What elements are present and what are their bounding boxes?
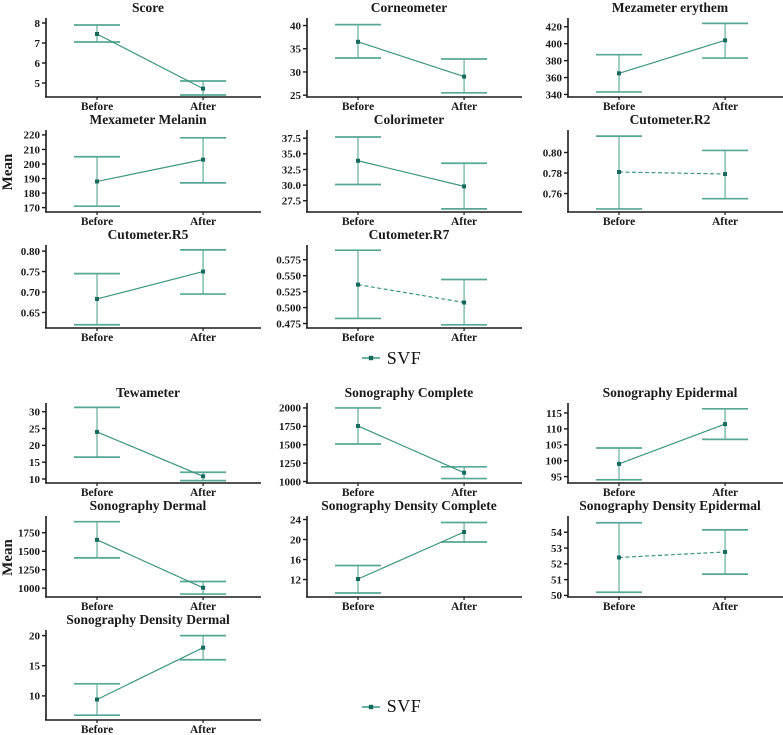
y-tick-label: 0.80 [20,245,40,258]
x-tick-label: Before [341,487,375,498]
x-tick-label: After [450,487,478,498]
y-tick-label: 7 [34,37,40,50]
y-tick-label: 0.500 [276,302,301,315]
x-tick-label: Before [80,487,114,498]
panel-title: Score [132,0,164,15]
panel-title: Sonography Dermal [89,498,207,513]
data-point [95,297,99,301]
data-point [617,170,621,174]
panel-title: Sonography Complete [344,385,474,400]
chart-panel [522,498,783,612]
empty-cell [522,612,783,735]
y-tick-label: 95 [551,471,562,484]
panel-svg [261,385,522,498]
trend-line [358,426,464,473]
data-point [462,530,466,534]
y-tick-label: 37.5 [281,133,301,146]
panel-svg [0,498,261,612]
y-axis-label: Mean [0,539,16,576]
data-point [356,159,360,163]
x-tick-label: Before [341,216,375,227]
panel-svg [522,385,783,498]
panel-svg [261,112,522,227]
data-point [462,471,466,475]
panel-svg [522,498,783,612]
chart-panel [261,385,522,498]
y-tick-label: 50 [551,590,562,603]
panel-title: Tewameter [116,385,180,400]
y-tick-label: 32.5 [281,164,301,177]
y-tick-label: 1250 [18,564,40,577]
x-tick-label: Before [80,724,114,735]
chart-panel [0,0,261,112]
y-tick-label: 0.550 [276,270,301,283]
chart-panel [261,0,522,112]
y-tick-label: 1500 [279,439,301,452]
y-tick-label: 100 [545,455,562,468]
trend-line [358,532,464,579]
legend-bottom [261,612,522,735]
x-tick-label: Before [80,601,114,612]
y-tick-label: 1500 [18,546,40,559]
bottom-panel-grid [0,385,783,735]
chart-panel [522,112,783,227]
trend-line [619,172,725,174]
panel-title: Corneometer [370,0,448,15]
panel-title: Sonography Density Epidermal [579,498,761,513]
data-point [95,538,99,542]
data-point [462,300,466,304]
y-tick-label: 0.80 [542,147,562,160]
y-tick-label: 400 [545,38,562,51]
panel-title: Mezameter erythem [611,0,729,15]
y-tick-label: 30.0 [281,179,301,192]
chart-panel [522,0,783,112]
y-tick-label: 10 [29,690,40,703]
trend-line [97,540,203,588]
x-tick-label: After [189,101,217,112]
legend-top [0,343,783,373]
empty-cell [522,227,783,343]
panel-title: Cutometer.R5 [107,227,189,242]
legend-item [362,696,422,717]
x-tick-label: Before [80,101,114,112]
legend-marker-icon [362,701,380,713]
panel-title: Sonography Epidermal [602,385,738,400]
data-point [617,71,621,75]
data-point [356,40,360,44]
y-tick-label: 0.76 [542,188,562,201]
chart-panel [261,112,522,227]
data-point [356,577,360,581]
y-tick-label: 54 [551,527,562,540]
data-point [201,158,205,162]
x-tick-label: After [711,101,739,112]
y-tick-label: 170 [23,202,40,215]
x-tick-label: After [450,332,478,343]
data-point [95,430,99,434]
panel-svg [0,385,261,498]
data-point [723,550,727,554]
x-tick-label: Before [602,487,636,498]
x-tick-label: Before [80,216,114,227]
panel-title: Sonography Density Dermal [66,612,230,627]
y-tick-label: 6 [34,57,40,70]
data-point [201,586,205,590]
x-tick-label: After [450,601,478,612]
x-tick-label: After [450,216,478,227]
y-tick-label: 0.70 [20,286,40,299]
panel-title: Colorimeter [373,112,445,127]
y-tick-label: 0.75 [20,266,40,279]
data-point [95,179,99,183]
data-point [201,646,205,650]
y-tick-label: 25 [290,89,301,102]
y-tick-label: 16 [290,554,301,567]
y-tick-label: 30 [29,406,40,419]
data-point [723,38,727,42]
trend-line [358,285,464,303]
y-tick-label: 10 [29,473,40,486]
data-point [462,184,466,188]
chart-panel [0,112,261,227]
chart-panel [0,227,261,343]
x-tick-label: Before [602,216,636,227]
y-tick-label: 105 [545,439,562,452]
y-tick-label: 0.525 [276,286,301,299]
panel-svg [261,227,522,343]
legend-label: SVF [386,696,422,716]
x-tick-label: After [450,101,478,112]
y-tick-label: 340 [545,89,562,102]
legend-marker-icon [362,352,380,364]
trend-line [619,424,725,464]
x-tick-label: Before [341,101,375,112]
y-tick-label: 40 [290,20,301,33]
y-tick-label: 0.575 [276,254,301,267]
trend-line [97,432,203,476]
panel-svg [0,112,261,227]
x-tick-label: Before [602,601,636,612]
x-tick-label: Before [80,332,114,343]
y-tick-label: 15 [29,456,40,469]
trend-line [619,552,725,558]
y-tick-label: 360 [545,72,562,85]
legend-item [362,348,422,369]
y-tick-label: 53 [551,542,562,555]
y-tick-label: 115 [546,407,562,420]
data-point [356,283,360,287]
y-tick-label: 1750 [18,527,40,540]
y-tick-label: 20 [29,630,40,643]
data-point [617,462,621,466]
chart-panel [261,227,522,343]
panel-svg [0,227,261,343]
x-tick-label: After [189,601,217,612]
y-tick-label: 20 [29,440,40,453]
y-tick-label: 180 [23,187,40,200]
data-point [617,556,621,560]
trend-line [97,648,203,700]
data-point [201,87,205,91]
x-tick-label: Before [341,601,375,612]
data-point [95,32,99,36]
y-tick-label: 27.5 [281,195,301,208]
y-tick-label: 12 [290,574,301,587]
panel-title: Sonography Density Complete [321,498,497,513]
data-point [723,422,727,426]
trend-line [619,40,725,73]
y-tick-label: 110 [546,423,562,436]
x-tick-label: After [711,601,739,612]
y-tick-label: 220 [23,129,40,142]
panel-svg [0,0,261,112]
x-tick-label: After [189,487,217,498]
y-tick-label: 2000 [279,402,301,415]
y-tick-label: 0.475 [276,318,301,331]
y-axis-label: Mean [0,153,16,191]
y-tick-label: 30 [290,66,301,79]
x-tick-label: After [189,724,217,735]
y-tick-label: 1750 [279,421,301,434]
y-tick-label: 35.0 [281,148,301,161]
y-tick-label: 190 [23,173,40,186]
chart-panel [0,612,261,735]
y-tick-label: 420 [545,21,562,34]
x-tick-label: After [711,216,739,227]
y-tick-label: 0.65 [20,307,40,320]
y-tick-label: 210 [23,144,40,157]
data-point [201,270,205,274]
panel-svg [522,0,783,112]
panel-title: Cutometer.R7 [368,227,450,242]
y-tick-label: 20 [290,534,301,547]
x-tick-label: Before [602,101,636,112]
x-tick-label: After [189,332,217,343]
data-point [356,424,360,428]
y-tick-label: 1000 [279,476,301,489]
panel-svg [261,0,522,112]
trend-line [97,160,203,182]
x-tick-label: Before [341,332,375,343]
trend-line [97,34,203,89]
data-point [95,698,99,702]
panel-title: Cutometer.R2 [629,112,711,127]
chart-panel [0,498,261,612]
panel-title: Mexameter Melanin [89,112,207,127]
y-tick-label: 24 [290,514,301,527]
y-tick-label: 1250 [279,457,301,470]
x-tick-label: After [189,216,217,227]
chart-panel [261,498,522,612]
y-tick-label: 25 [29,423,40,436]
panel-svg [0,612,261,735]
panel-svg [522,112,783,227]
y-tick-label: 52 [551,558,562,571]
y-tick-label: 380 [545,55,562,68]
data-point [462,75,466,79]
y-tick-label: 8 [34,17,40,30]
y-tick-label: 5 [34,77,40,90]
y-tick-label: 35 [290,43,301,56]
data-point [201,474,205,478]
chart-panel [522,385,783,498]
y-tick-label: 0.78 [542,167,562,180]
y-tick-label: 51 [551,574,562,587]
y-tick-label: 200 [23,158,40,171]
y-tick-label: 15 [29,660,40,673]
y-tick-label: 1000 [18,582,40,595]
panel-svg [261,498,522,612]
trend-line [358,161,464,187]
data-point [723,172,727,176]
legend-label: SVF [386,347,422,368]
chart-panel [0,385,261,498]
x-tick-label: After [711,487,739,498]
